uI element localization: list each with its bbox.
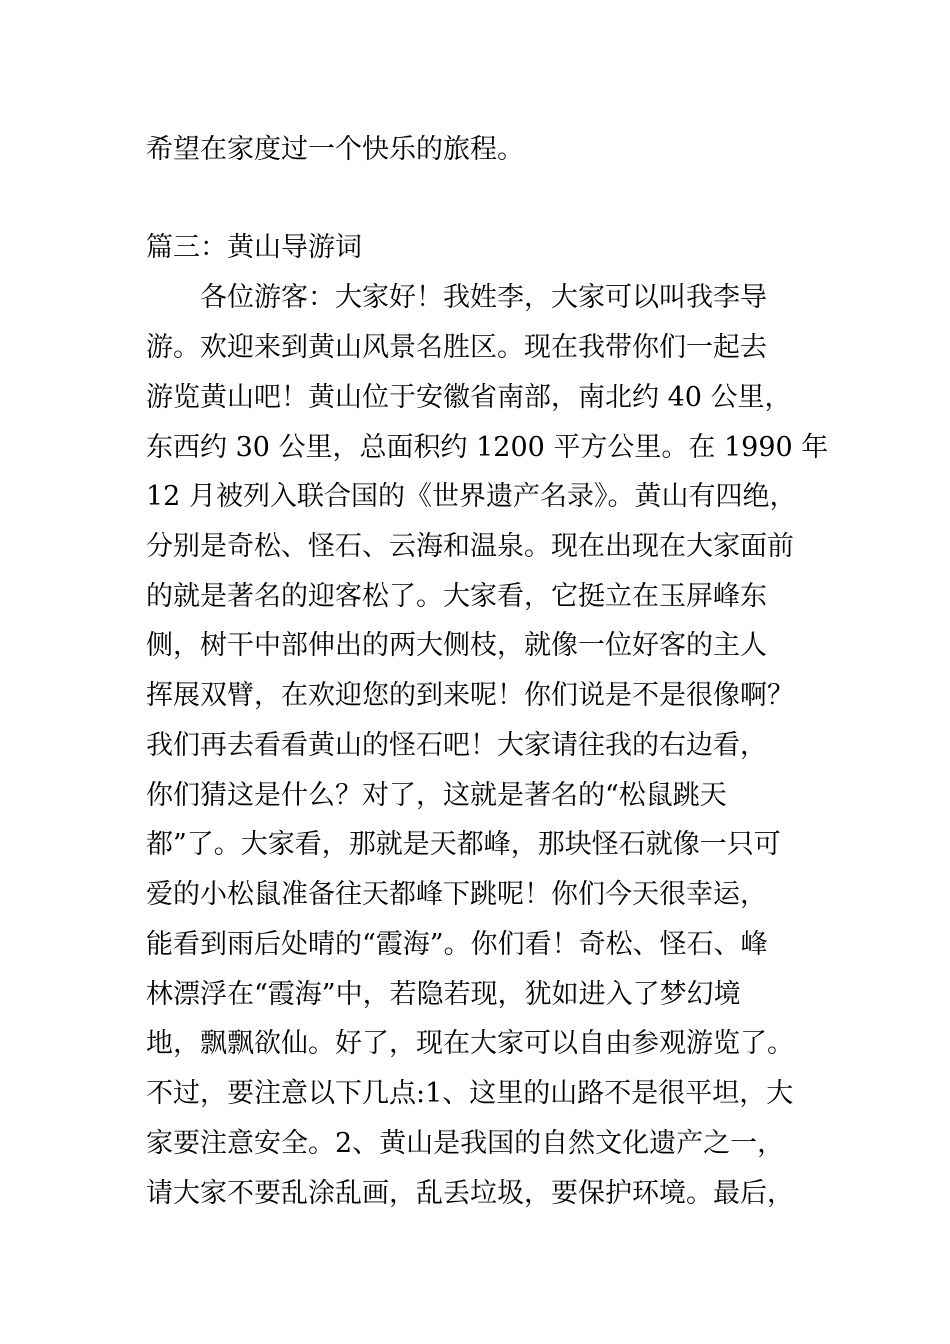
body-line: 都”了。大家看，那就是天都峰，那块怪石就像一只可: [146, 829, 781, 860]
body-line: 游。欢迎来到黄山风景名胜区。现在我带你们一起去: [146, 332, 767, 363]
body-line: 地，飘飘欲仙。好了，现在大家可以自由参观游览了。: [146, 1028, 794, 1059]
body-line: 游览黄山吧！黄山位于安徽省南部，南北约 40 公里，: [146, 382, 792, 413]
body-line: 的就是著名的迎客松了。大家看，它挺立在玉屏峰东: [146, 581, 767, 612]
previous-section-ending: 希望在家度过一个快乐的旅程。: [146, 134, 524, 165]
body-line: 我们再去看看黄山的怪石吧！大家请往我的右边看，: [146, 730, 767, 761]
body-line: 侧，树干中部伸出的两大侧枝，就像一位好客的主人: [146, 630, 767, 661]
body-line: 爱的小松鼠准备往天都峰下跳呢！你们今天很幸运，: [146, 879, 767, 910]
body-line: 你们猜这是什么？对了，这就是著名的“松鼠跳天: [146, 780, 727, 811]
body-line: 不过，要注意以下几点:1、这里的山路不是很平坦，大: [146, 1078, 794, 1109]
section-title: 篇三：黄山导游词: [146, 232, 362, 263]
body-line: 挥展双臂，在欢迎您的到来呢！你们说是不是很像啊？: [146, 680, 794, 711]
body-line: 家要注意安全。2、黄山是我国的自然文化遗产之一，: [146, 1128, 785, 1159]
body-line: 林漂浮在“霞海”中，若隐若现，犹如进入了梦幻境: [146, 979, 741, 1010]
body-line: 东西约 30 公里，总面积约 1200 平方公里。在 1990 年: [146, 432, 829, 463]
body-line: 各位游客：大家好！我姓李，大家可以叫我李导: [146, 282, 767, 313]
body-line: 请大家不要乱涂乱画，乱丢垃圾，要保护环境。最后，: [146, 1178, 794, 1209]
body-line: 12 月被列入联合国的《世界遗产名录》。黄山有四绝，: [146, 481, 797, 512]
body-line: 分别是奇松、怪石、云海和温泉。现在出现在大家面前: [146, 531, 794, 562]
body-line: 能看到雨后处晴的“霞海”。你们看！奇松、怪石、峰: [146, 929, 768, 960]
